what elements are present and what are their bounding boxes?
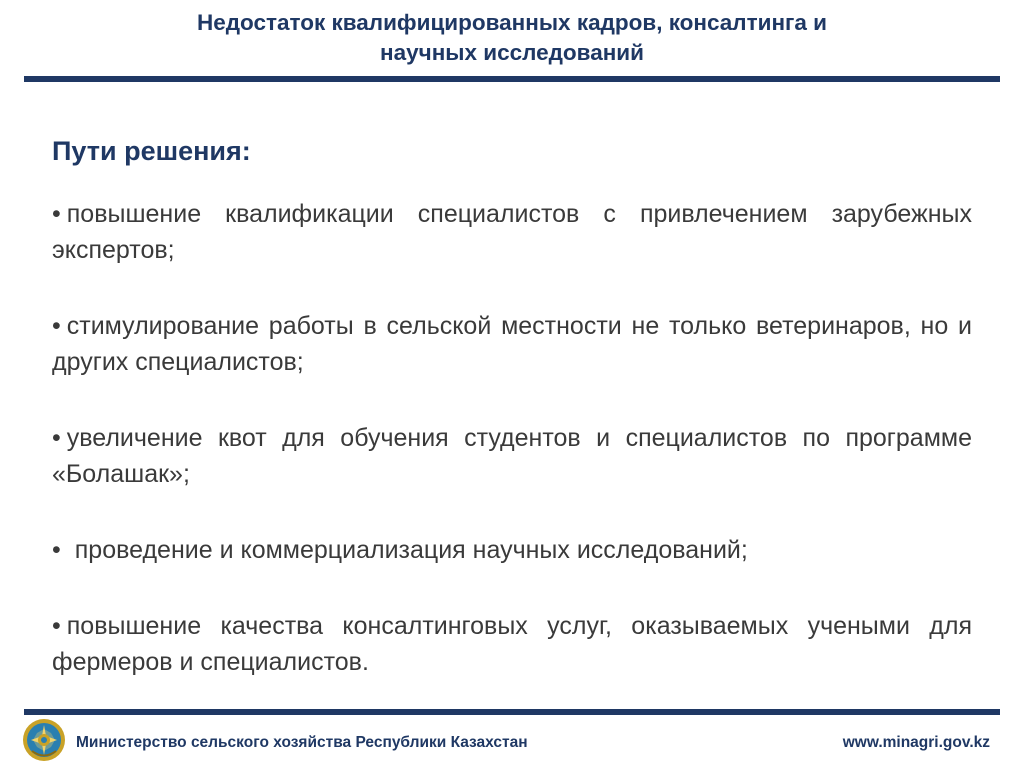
ministry-name: Министерство сельского хозяйства Республики Казахстан (76, 734, 528, 751)
bullet-icon: • (52, 536, 61, 564)
list-item-text: повышение качества консалтинговых услуг, оказываемых учеными для фермеров и специалистов. (52, 612, 972, 676)
bullet-icon: • (52, 312, 61, 340)
slide-title-line-2: научных исследований (380, 40, 644, 65)
list-item (52, 308, 972, 380)
bullet-icon: • (52, 424, 61, 452)
footer-divider (24, 709, 1000, 715)
slide-title (60, 8, 964, 68)
slide-title-line-1: Недостаток квалифицированных кадров, консалтинга и (196, 10, 827, 35)
website-link[interactable]: www.minagri.gov.kz (842, 734, 990, 751)
kazakhstan-state-emblem-icon (22, 718, 66, 762)
list-item (52, 196, 972, 268)
list-item-text: проведение и коммерциализация научных исследований; (74, 536, 748, 564)
solutions-list (52, 196, 972, 680)
bullet-icon: • (52, 200, 61, 228)
list-item (52, 420, 972, 492)
list-item-text: повышение квалификации специалистов с привлечением зарубежных экспертов; (52, 200, 972, 264)
list-item (52, 532, 972, 568)
list-item (52, 608, 972, 680)
section-heading: Пути решения: (52, 136, 251, 166)
list-item-text: увеличение квот для обучения студентов и специалистов по программе «Болашак»; (52, 424, 972, 488)
list-item-text: стимулирование работы в сельской местности не только ветеринаров, но и других специалистов; (52, 312, 972, 376)
header-divider (24, 76, 1000, 82)
bullet-icon: • (52, 612, 61, 640)
